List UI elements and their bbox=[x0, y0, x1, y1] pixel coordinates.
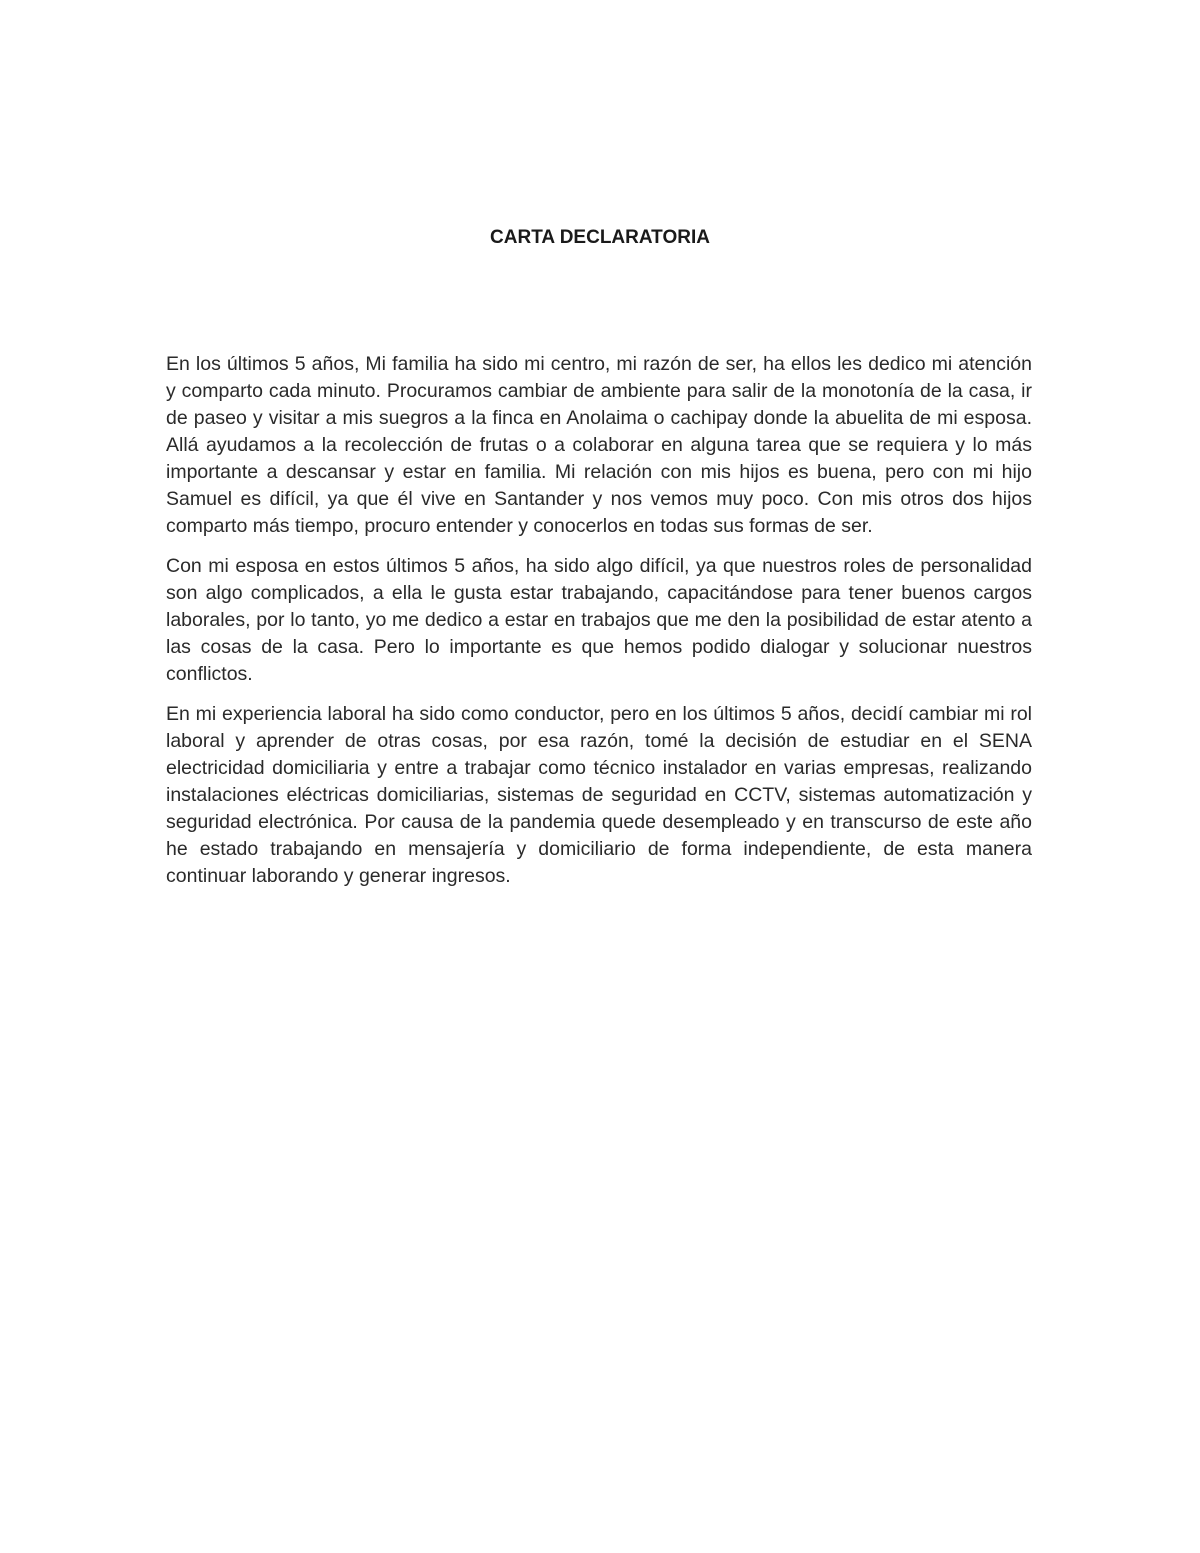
paragraph-work-experience: En mi experiencia laboral ha sido como conductor, pero en los últimos 5 años, decidí cambiar mi rol laboral y aprender de otras cosas, por esa razón, tomé la decisión de estudiar en el SENA electricidad domiciliaria y entre a trabajar como técnico instalador en varias empresas, realizando instalaciones eléctricas domiciliarias, sistemas de seguridad en CCTV, sistemas automatización y seguridad electrónica. Por causa de la pandemia quede desempleado y en transcurso de este año he estado trabajando en mensajería y domiciliario de forma independiente, de esta manera continuar laborando y generar ingresos. bbox=[166, 703, 1032, 887]
paragraph-spouse: Con mi esposa en estos últimos 5 años, ha sido algo difícil, ya que nuestros roles de personalidad son algo complicados, a ella le gusta estar trabajando, capacitándose para tener buenos cargos laborales, por lo tanto, yo me dedico a estar en trabajos que me den la posibilidad de estar atento a las cosas de la casa. Pero lo importante es que hemos podido dialogar y solucionar nuestros conflictos. bbox=[166, 555, 1032, 685]
paragraph-family: En los últimos 5 años, Mi familia ha sido mi centro, mi razón de ser, ha ellos les dedico mi atención y comparto cada minuto. Procuramos cambiar de ambiente para salir de la monotonía de la casa, ir de paseo y visitar a mis suegros a la finca en Anolaima o cachipay donde la abuelita de mi esposa. Allá ayudamos a la recolección de frutas o a colaborar en alguna tarea que se requiera y lo más importante a descansar y estar en familia. Mi relación con mis hijos es buena, pero con mi hijo Samuel es difícil, ya que él vive en Santander y nos vemos muy poco. Con mis otros dos hijos comparto más tiempo, procuro entender y conocerlos en todas sus formas de ser. bbox=[166, 353, 1032, 537]
document-title: CARTA DECLARATORIA bbox=[490, 227, 710, 248]
document-body bbox=[166, 351, 1032, 903]
